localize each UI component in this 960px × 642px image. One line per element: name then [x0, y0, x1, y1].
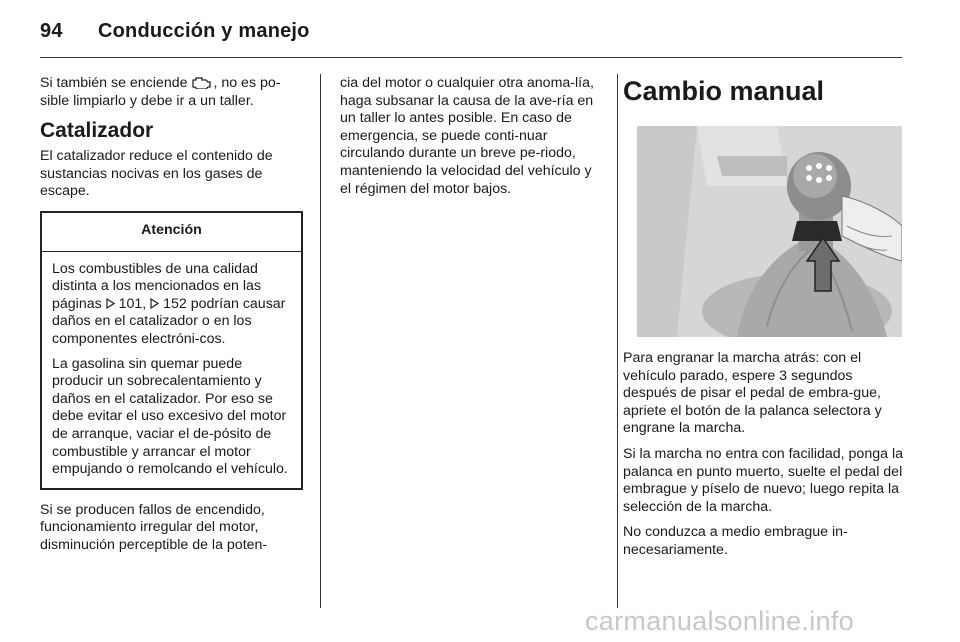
gear-lever-illustration: [637, 126, 902, 337]
warning-paragraph-2: La gasolina sin quemar puede producir un sobrecalentamiento y daños en el catalizador. Por eso se debe evitar el uso excesivo del motor de arranque, vaciar el de-pósito de combustible y arrancar el motor empujando o remolcando el vehículo.: [52, 355, 288, 478]
column-3: [623, 75, 902, 107]
page-reference-arrow-icon: [150, 298, 159, 309]
column-3-body: [623, 350, 904, 568]
cambio-manual-heading: Cambio manual: [623, 76, 825, 106]
column-1: [40, 75, 303, 562]
continuation-paragraph: cia del motor o cualquier otra anoma-lía, haga subsanar la causa de la ave-ría en un taller lo antes posible. En caso de emergencia, se puede conti-nuar circulando durante un breve pe-riodo, manteniendo la velocidad del vehículo y el régimen del motor bajos.: [340, 75, 594, 197]
fallos-paragraph: Si se producen fallos de encendido, funcionamiento irregular del motor, disminución perceptible de la poten-: [40, 501, 268, 553]
page-header: [40, 20, 310, 43]
clutch-advice-paragraph: No conduzca a medio embrague in-necesariamente.: [623, 524, 848, 558]
engine-warning-icon: [191, 75, 213, 89]
catalizador-heading: Catalizador: [40, 119, 154, 143]
warning-title: Atención: [42, 213, 301, 252]
header-rule: [40, 57, 902, 58]
gear-difficulty-paragraph: Si la marcha no entra con facilidad, ponga la palanca en punto muerto, suelte el pedal del embrague y píselo de nuevo; luego repita la selección de la marcha.: [623, 445, 903, 515]
catalizador-paragraph: El catalizador reduce el contenido de sustancias nocivas en los gases de escape.: [40, 148, 273, 200]
column-divider-2: [617, 74, 618, 608]
reverse-gear-paragraph: Para engranar la marcha atrás: con el vehículo parado, espere 3 segundos después de pisar el pedal de embra-gue, apriete el botón de la palanca selectora y engrane la marcha.: [623, 350, 882, 437]
warning-paragraph-1: [52, 261, 291, 349]
page-number: 94: [40, 20, 63, 42]
watermark: carmanualsonline.info: [585, 606, 854, 636]
page-reference-link[interactable]: 101,: [118, 295, 147, 312]
page-reference-link[interactable]: 152 podrían causar daños en el catalizador o en los componentes electróni-cos.: [52, 295, 286, 347]
column-2: [340, 75, 604, 206]
warning-body: [42, 252, 301, 488]
section-title: Conducción y manejo: [98, 20, 310, 42]
intro-paragraph: [40, 75, 303, 110]
page-reference-arrow-icon: [106, 298, 115, 309]
warning-text: Los combustibles de una calidad distinta a los mencionados en las páginas: [52, 260, 261, 312]
intro-text-after: , no es po-sible limpiarlo y debe ir a un taller.: [40, 75, 281, 109]
column-divider-1: [320, 74, 321, 608]
intro-text-before: Si también se enciende: [40, 75, 188, 91]
warning-box: [40, 211, 303, 490]
